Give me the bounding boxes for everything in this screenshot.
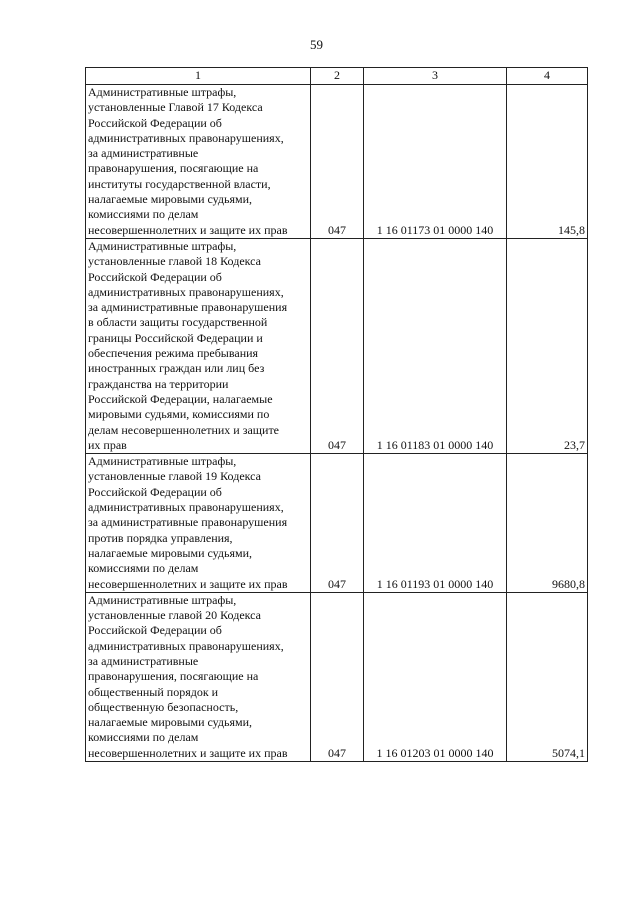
row-admin-code: 047 <box>311 592 364 761</box>
row-amount: 145,8 <box>507 85 588 239</box>
row-classification-code: 1 16 01183 01 0000 140 <box>364 238 507 453</box>
row-classification-code: 1 16 01203 01 0000 140 <box>364 592 507 761</box>
header-row <box>86 68 588 85</box>
row-admin-code: 047 <box>311 454 364 593</box>
table-row <box>86 85 588 239</box>
row-admin-code: 047 <box>311 85 364 239</box>
table-header <box>86 68 588 85</box>
table-row <box>86 592 588 761</box>
row-amount: 5074,1 <box>507 592 588 761</box>
table-row <box>86 454 588 593</box>
column-header-1: 1 <box>86 68 311 85</box>
row-classification-code: 1 16 01193 01 0000 140 <box>364 454 507 593</box>
column-header-3: 3 <box>364 68 507 85</box>
row-classification-code: 1 16 01173 01 0000 140 <box>364 85 507 239</box>
row-description: Административные штрафы, установленные Главой 17 Кодекса Российской Федерации об административных правонарушениях, за административные правонарушения, посягающие на институты государственной власти, налагаемые мировыми судьями, комиссиями по делам несовершеннолетних и защите их прав <box>86 85 311 239</box>
table-body <box>86 85 588 762</box>
column-header-4: 4 <box>507 68 588 85</box>
column-header-2: 2 <box>311 68 364 85</box>
row-amount: 9680,8 <box>507 454 588 593</box>
page-number: 59 <box>310 37 323 52</box>
row-description: Административные штрафы, установленные главой 20 Кодекса Российской Федерации об административных правонарушениях, за административные правонарушения, посягающие на общественный порядок и общественную безопасность, налагаемые мировыми судьями, комиссиями по делам несовершеннолетних и защите их прав <box>86 592 311 761</box>
row-admin-code: 047 <box>311 238 364 453</box>
row-description: Административные штрафы, установленные главой 18 Кодекса Российской Федерации об административных правонарушениях, за административные правонарушения в области защиты государственной границы Российской Федерации и обеспечения режима пребывания иностранных граждан или лиц без гражданства на территории Российской Федерации, налагаемые мировыми судьями, комиссиями по делам несовершеннолетних и защите их прав <box>86 238 311 453</box>
table-row <box>86 238 588 453</box>
revenue-table <box>85 67 588 762</box>
row-description: Административные штрафы, установленные главой 19 Кодекса Российской Федерации об административных правонарушениях, за административные правонарушения против порядка управления, налагаемые мировыми судьями, комиссиями по делам несовершеннолетних и защите их прав <box>86 454 311 593</box>
row-amount: 23,7 <box>507 238 588 453</box>
